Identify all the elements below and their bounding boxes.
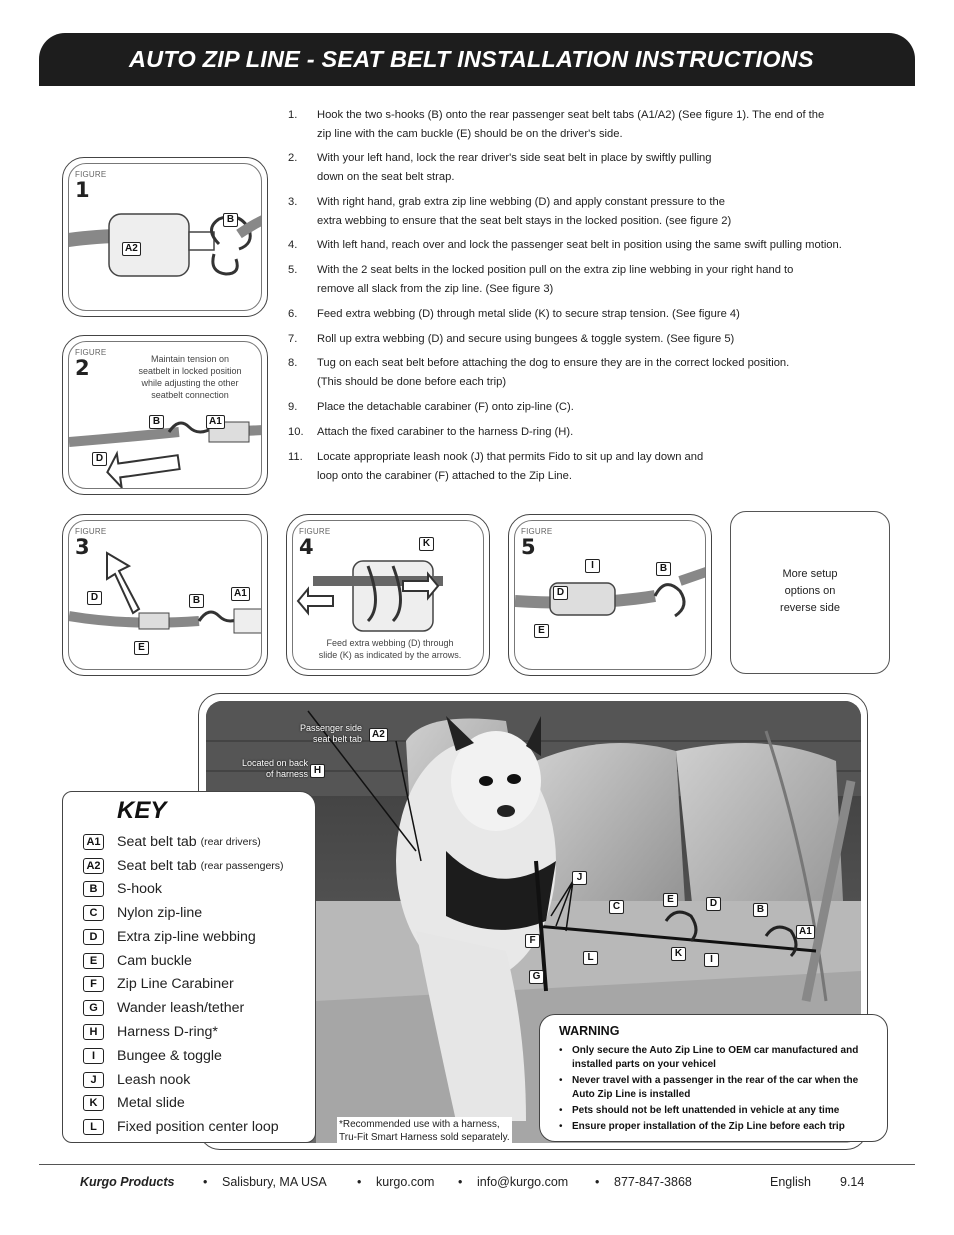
key-title: KEY — [117, 797, 167, 824]
photo-label-d: D — [706, 897, 721, 911]
figure-5-illustration — [515, 521, 706, 670]
footer-phone: 877-847-3868 — [614, 1175, 692, 1189]
photo-label-a1: A1 — [796, 925, 815, 939]
more-options-note: More setup options on reverse side — [730, 511, 890, 674]
warning-box — [539, 1014, 888, 1142]
photo-label-a2: A2 — [369, 728, 388, 742]
warning-list — [559, 1044, 879, 1136]
key-item-i: I Bungee & toggle — [83, 1047, 222, 1065]
label-a2: A2 — [122, 242, 141, 256]
footer-divider — [39, 1164, 915, 1165]
harness-footnote: *Recommended use with a harness, Tru-Fit Smart Harness sold separately. — [339, 1119, 510, 1143]
step-9: 9. Place the detachable carabiner (F) onto zip-line (C). — [288, 401, 574, 413]
photo-label-l: L — [583, 951, 598, 965]
key-item-a1: A1 Seat belt tab (rear drivers) — [83, 833, 261, 851]
footer-language: English — [770, 1175, 811, 1189]
label-b: B — [149, 415, 164, 429]
photo-label-e: E — [663, 893, 678, 907]
warning-item: • Ensure proper installation of the Zip Line before each trip — [559, 1120, 879, 1134]
step-6: 6. Feed extra webbing (D) through metal slide (K) to secure strap tension. (See figure 4) — [288, 308, 740, 320]
label-i: I — [585, 559, 600, 573]
label-d: D — [87, 591, 102, 605]
step-4: 4. With left hand, reach over and lock the passenger seat belt in position using the same swift pulling motion. — [288, 239, 842, 251]
label-a1: A1 — [206, 415, 225, 429]
key-item-d: D Extra zip-line webbing — [83, 928, 256, 946]
label-e: E — [134, 641, 149, 655]
warning-item: • Pets should not be left unattended in vehicle at any time — [559, 1104, 879, 1118]
harness-note: Located on back of harness — [241, 758, 308, 779]
photo-label-k: K — [671, 947, 686, 961]
photo-label-b: B — [753, 903, 768, 917]
footer-separator: • — [203, 1175, 208, 1189]
key-item-a2: A2 Seat belt tab (rear passengers) — [83, 857, 284, 875]
passenger-tab-note: Passenger side seat belt tab — [299, 723, 362, 744]
step-5: 5. With the 2 seat belts in the locked position pull on the extra zip line webbing in your right hand to remove all slack from the zip line. (See figure 3) — [288, 264, 794, 295]
key-item-b: B S-hook — [83, 880, 162, 898]
warning-item: • Never travel with a passenger in the rear of the car when the Auto Zip Line is installed — [559, 1074, 879, 1102]
step-10: 10. Attach the fixed carabiner to the harness D-ring (H). — [288, 426, 574, 438]
figure-5: FIGURE 5 I B D E — [508, 514, 712, 676]
footer-separator: • — [458, 1175, 463, 1189]
footer-separator: • — [357, 1175, 362, 1189]
label-a1: A1 — [231, 587, 250, 601]
figure-4-caption: Feed extra webbing (D) through slide (K) as indicated by the arrows. — [318, 638, 462, 660]
step-2: 2. With your left hand, lock the rear driver's side seat belt in place by swiftly pulling down on the seat belt strap. — [288, 152, 712, 183]
footer-company: Kurgo Products — [80, 1175, 175, 1189]
label-d: D — [553, 586, 568, 600]
figure-4: FIGURE 4 K Feed extra webbing (D) through slide (K) as indicated by the arrows. — [286, 514, 490, 676]
footer-location: Salisbury, MA USA — [222, 1175, 327, 1189]
figure-2: FIGURE 2 Maintain tension on seatbelt in locked position while adjusting the other seatbelt connection B A1 D — [62, 335, 268, 495]
footer-separator: • — [595, 1175, 600, 1189]
step-3: 3. With right hand, grab extra zip line webbing (D) and apply constant pressure to the extra webbing to ensure that the seat belt stays in the locked position. (see figure 2) — [288, 196, 732, 227]
photo-label-h: H — [310, 764, 325, 778]
footer-email[interactable]: info@kurgo.com — [477, 1175, 569, 1189]
photo-label-c: C — [609, 900, 624, 914]
label-k: K — [419, 537, 434, 551]
photo-label-j: J — [572, 871, 587, 885]
parts-key — [62, 791, 316, 1143]
photo-label-g: G — [529, 970, 544, 984]
label-e: E — [534, 624, 549, 638]
figure-1-illustration — [69, 164, 262, 311]
key-item-e: E Cam buckle — [83, 952, 192, 970]
page-title: AUTO ZIP LINE - SEAT BELT INSTALLATION INSTRUCTIONS — [129, 46, 814, 72]
step-1: 1. Hook the two s-hooks (B) onto the rear passenger seat belt tabs (A1/A2) (See figure 1). The end of the zip line with the cam buckle (E) should be on the driver's side. — [288, 109, 825, 140]
key-item-l: L Fixed position center loop — [83, 1118, 279, 1136]
key-item-k: K Metal slide — [83, 1094, 185, 1112]
label-b: B — [656, 562, 671, 576]
photo-label-f: F — [525, 934, 540, 948]
key-item-g: G Wander leash/tether — [83, 999, 244, 1017]
key-item-j: J Leash nook — [83, 1071, 190, 1089]
warning-item: • Only secure the Auto Zip Line to OEM car manufactured and installed parts on your vehicel — [559, 1044, 879, 1072]
figure-3: FIGURE 3 D B A1 E — [62, 514, 268, 676]
photo-label-i: I — [704, 953, 719, 967]
footer-website[interactable]: kurgo.com — [376, 1175, 435, 1189]
step-11: 11. Locate appropriate leash nook (J) that permits Fido to sit up and lay down and loop onto the carabiner (F) attached to the Zip Line. — [288, 451, 704, 482]
label-b: B — [189, 594, 204, 608]
key-item-f: F Zip Line Carabiner — [83, 975, 234, 993]
step-8: 8. Tug on each seat belt before attaching the dog to ensure they are in the correct locked position. (This should be done before each trip) — [288, 357, 790, 388]
footer-version: 9.14 — [840, 1175, 865, 1189]
warning-title: WARNING — [559, 1024, 620, 1038]
figure-2-caption: Maintain tension on seatbelt in locked position while adjusting the other seatbelt connection — [138, 354, 242, 400]
label-d: D — [92, 452, 107, 466]
key-item-c: C Nylon zip-line — [83, 904, 202, 922]
title-banner — [39, 33, 915, 86]
label-b: B — [223, 213, 238, 227]
figure-1: FIGURE 1 A2 B — [62, 157, 268, 317]
key-item-h: H Harness D-ring* — [83, 1023, 218, 1041]
step-7: 7. Roll up extra webbing (D) and secure using bungees & toggle system. (See figure 5) — [288, 333, 735, 345]
